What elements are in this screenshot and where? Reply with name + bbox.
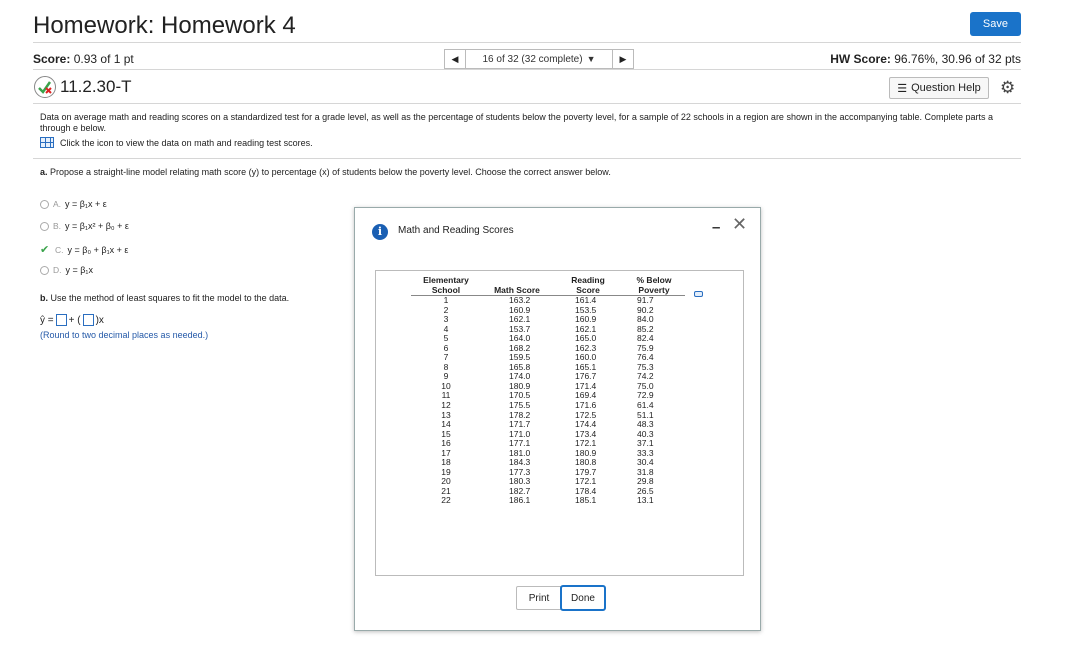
table-cell: 85.2 (637, 323, 654, 334)
table-cell: 177.1 (509, 438, 531, 449)
table-cell: 178.2 (509, 409, 531, 420)
table-cell: 180.8 (575, 457, 597, 468)
part-a-label: a. (40, 167, 48, 177)
score-display (33, 52, 134, 66)
radio-b[interactable] (40, 222, 49, 231)
done-button[interactable]: Done (560, 585, 606, 611)
table-cell: 177.3 (509, 466, 531, 477)
table-cell: 74.2 (637, 371, 654, 382)
header-reading: Reading Score (553, 276, 623, 296)
header-school: Elementary School (411, 276, 481, 296)
question-dropdown[interactable] (466, 49, 612, 69)
table-cell: 162.1 (575, 323, 597, 334)
table-cell: 84.0 (637, 314, 654, 325)
table-cell: 174.0 (509, 371, 531, 382)
table-cell: 6 (443, 342, 449, 353)
table-cell: 162.1 (509, 314, 531, 325)
data-table-container (375, 270, 744, 576)
radio-a[interactable] (40, 200, 49, 209)
partial-credit-icon (34, 76, 56, 98)
question-intro: Data on average math and reading scores on a standardized test for a grade level, as well as the percentage of students below the poverty level, for a sample of 22 schools in a region are shown in the accompanying table. Complete parts a through e below. (40, 112, 994, 133)
score-value: 0.93 of 1 pt (73, 52, 134, 66)
table-cell: 19 (441, 466, 451, 477)
table-cell: 21 (441, 485, 451, 496)
slope-input[interactable] (83, 314, 94, 326)
table-cell: 172.1 (575, 476, 597, 487)
table-cell: 13 (441, 409, 451, 420)
part-a-text: Propose a straight-line model relating math score (y) to percentage (x) of students below the poverty level. Choose the correct answer below. (50, 167, 611, 177)
table-cell: 165.0 (575, 333, 597, 344)
question-position: 16 of 32 (32 complete) (482, 53, 583, 65)
table-cell: 163.2 (509, 295, 531, 305)
hw-score (830, 52, 1021, 66)
part-b-prompt (40, 293, 289, 303)
option-c[interactable] (40, 243, 128, 256)
table-cell: 180.3 (509, 476, 531, 487)
table-cell: 33.3 (637, 447, 654, 458)
table-cell: 75.0 (637, 380, 654, 391)
question-help-label: Question Help (911, 82, 981, 94)
part-b-text: Use the method of least squares to fit the model to the data. (50, 293, 290, 303)
table-cell: 15 (441, 428, 451, 439)
table-cell: 72.9 (637, 390, 654, 401)
option-formula: y = β₁x + ε (65, 199, 107, 209)
table-header-row (411, 276, 685, 296)
table-cell: 16 (441, 438, 451, 449)
save-button[interactable]: Save (970, 12, 1021, 36)
table-row (411, 496, 685, 506)
table-cell: 17 (441, 447, 451, 458)
table-cell: 171.6 (575, 400, 597, 411)
table-cell: 13.1 (637, 495, 654, 506)
table-cell: 185.1 (575, 495, 597, 506)
table-cell: 174.4 (575, 419, 597, 430)
table-cell: 76.4 (637, 352, 654, 363)
table-cell: 10 (441, 380, 451, 391)
hw-score-label: HW Score: (830, 52, 891, 66)
table-cell: 29.8 (637, 476, 654, 487)
table-cell: 180.9 (509, 380, 531, 391)
option-formula: y = β₁x (65, 265, 93, 275)
table-cell: 160.9 (575, 314, 597, 325)
table-cell: 164.0 (509, 333, 531, 344)
table-cell: 181.0 (509, 447, 531, 458)
plus-paren: + ( (68, 314, 81, 326)
table-cell: 22 (441, 495, 451, 506)
table-cell: 12 (441, 400, 451, 411)
score-label: Score: (33, 52, 71, 66)
header-math: Math Score (481, 276, 553, 296)
table-cell: 169.4 (575, 390, 597, 401)
close-icon[interactable]: ✕ (732, 214, 748, 234)
data-link[interactable] (40, 137, 313, 148)
table-cell: 31.8 (637, 466, 654, 477)
answer-equation (40, 314, 104, 326)
table-cell: 172.1 (575, 438, 597, 449)
intercept-input[interactable] (56, 314, 67, 326)
table-cell: 8 (443, 361, 449, 372)
part-a-prompt (40, 167, 611, 177)
info-icon: i (372, 224, 388, 240)
modal-title: Math and Reading Scores (398, 225, 514, 236)
table-cell: 5 (443, 333, 449, 344)
hw-score-value: 96.76%, 30.96 of 32 pts (894, 52, 1021, 66)
option-formula: y = β₀ + β₁x + ε (67, 244, 129, 255)
table-cell: 160.0 (575, 352, 597, 363)
table-cell: 14 (441, 419, 451, 430)
option-letter: B. (53, 221, 62, 231)
option-letter: A. (53, 199, 62, 209)
table-cell: 165.8 (509, 361, 531, 372)
table-cell: 172.5 (575, 409, 597, 420)
question-navigator (444, 49, 634, 69)
y-hat: ŷ = (40, 314, 54, 326)
radio-d[interactable] (40, 266, 49, 275)
table-cell: 178.4 (575, 485, 597, 496)
paren-x: )x (95, 314, 104, 326)
table-cell: 4 (443, 323, 449, 334)
table-cell: 20 (441, 476, 451, 487)
table-cell: 179.7 (575, 466, 597, 477)
page-title: Homework: Homework 4 (33, 12, 296, 39)
table-cell: 40.3 (637, 428, 654, 439)
table-cell: 165.1 (575, 361, 597, 372)
table-cell: 61.4 (637, 400, 654, 411)
print-button[interactable]: Print (516, 586, 562, 610)
table-cell: 1 (443, 295, 449, 305)
table-cell: 48.3 (637, 419, 654, 430)
table-cell: 90.2 (637, 304, 654, 315)
table-cell: 11 (441, 390, 451, 401)
table-cell: 184.3 (509, 457, 531, 468)
table-cell: 171.4 (575, 380, 597, 391)
question-help-button[interactable] (889, 77, 989, 99)
table-cell: 186.1 (509, 495, 531, 506)
caret-down-icon: ▼ (586, 54, 596, 64)
table-cell: 161.4 (575, 295, 597, 305)
gear-icon[interactable]: ⚙ (1000, 78, 1016, 97)
table-cell: 153.7 (509, 323, 531, 334)
arrow-right-icon: ▶ (619, 53, 627, 64)
data-link-text: Click the icon to view the data on math and reading test scores. (60, 137, 313, 148)
table-cell: 2 (443, 304, 449, 315)
next-question-button[interactable] (612, 49, 634, 69)
table-cell: 91.7 (637, 295, 654, 305)
table-cell: 9 (443, 371, 449, 382)
table-icon[interactable] (40, 137, 54, 148)
arrow-left-icon: ◀ (451, 53, 459, 64)
table-cell: 153.5 (575, 304, 597, 315)
part-b-label: b. (40, 293, 48, 303)
option-formula: y = β₁x² + β₀ + ε (65, 221, 129, 231)
copy-icon[interactable] (694, 291, 703, 297)
table-cell: 171.0 (509, 428, 531, 439)
table-cell: 160.9 (509, 304, 531, 315)
list-icon: ☰ (897, 82, 908, 95)
option-letter: D. (53, 265, 62, 275)
option-letter: C. (55, 244, 64, 255)
divider (33, 103, 1021, 104)
table-cell: 51.1 (637, 409, 654, 420)
table-cell: 18 (441, 457, 451, 468)
table-cell: 3 (443, 314, 449, 325)
table-cell: 82.4 (637, 333, 654, 344)
prev-question-button[interactable] (444, 49, 466, 69)
top-bar (33, 10, 1023, 42)
table-cell: 175.5 (509, 400, 531, 411)
table-cell: 176.7 (575, 371, 597, 382)
minimize-icon[interactable]: – (712, 219, 721, 236)
table-cell: 75.3 (637, 361, 654, 372)
table-cell: 75.9 (637, 342, 654, 353)
table-cell: 7 (443, 352, 449, 363)
scores-table (411, 276, 685, 506)
round-note: (Round to two decimal places as needed.) (40, 330, 209, 340)
table-cell: 171.7 (509, 419, 531, 430)
option-b[interactable] (40, 221, 129, 231)
divider (33, 42, 1021, 43)
divider (33, 158, 1021, 159)
question-id: 11.2.30-T (60, 77, 132, 96)
table-cell: 168.2 (509, 342, 531, 353)
option-a[interactable] (40, 199, 107, 209)
checkmark-icon: ✔ (40, 244, 50, 256)
divider (33, 69, 1021, 70)
table-cell: 173.4 (575, 428, 597, 439)
table-cell: 159.5 (509, 352, 531, 363)
table-cell: 26.5 (637, 485, 654, 496)
table-cell: 180.9 (575, 447, 597, 458)
table-cell: 30.4 (637, 457, 654, 468)
table-cell: 182.7 (509, 485, 531, 496)
data-modal (354, 207, 761, 631)
option-d[interactable] (40, 265, 93, 275)
table-cell: 162.3 (575, 342, 597, 353)
header-poverty: % Below Poverty (623, 276, 685, 296)
table-cell: 37.1 (637, 438, 654, 449)
table-cell: 170.5 (509, 390, 531, 401)
